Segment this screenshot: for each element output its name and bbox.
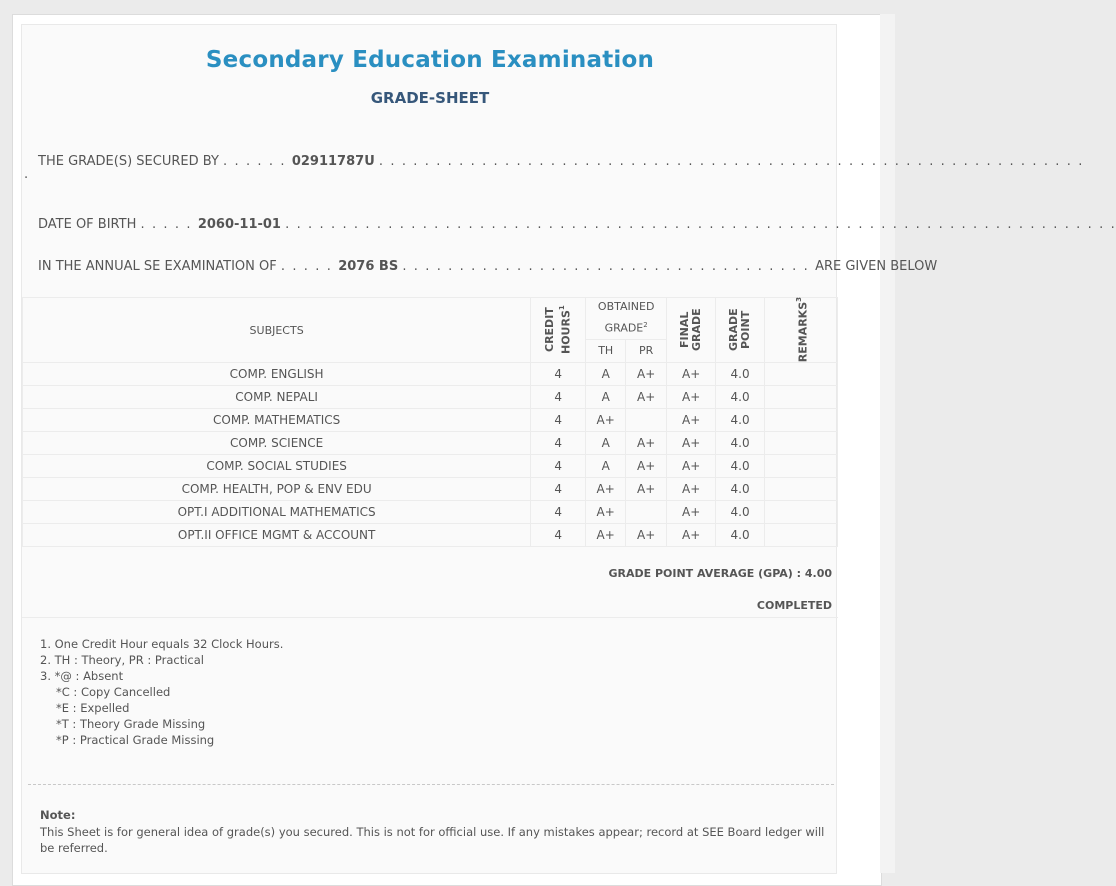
th-cell: A xyxy=(586,455,626,478)
final-grade-cell: A+ xyxy=(667,478,716,501)
th-cell: A xyxy=(586,386,626,409)
scrollbar-track[interactable] xyxy=(880,14,895,873)
th-cell: A+ xyxy=(586,501,626,524)
pr-cell: A+ xyxy=(626,455,667,478)
secured-by-line xyxy=(38,154,1084,169)
remarks-cell xyxy=(765,386,838,409)
grade-point-cell: 4.0 xyxy=(716,363,765,386)
leader-dots: . . . . . xyxy=(140,217,198,232)
section-divider xyxy=(22,617,838,618)
sheet-subtitle: GRADE-SHEET xyxy=(370,89,490,107)
footnote-item: *P : Practical Grade Missing xyxy=(56,733,215,747)
grade-point-header: GRADE POINT xyxy=(716,298,765,363)
footnote-item: *E : Expelled xyxy=(56,701,130,715)
subject-cell: COMP. NEPALI xyxy=(23,386,531,409)
table-row xyxy=(23,386,838,409)
credit-hours-header: CREDIT HOURS$^1$ xyxy=(531,298,586,363)
obtained-grade-header: OBTAINED GRADE$^2$ xyxy=(586,298,667,340)
remarks-cell xyxy=(765,501,838,524)
grade-point-cell: 4.0 xyxy=(716,478,765,501)
footnote-item: 1. One Credit Hour equals 32 Clock Hours. xyxy=(40,637,284,651)
table-row xyxy=(23,409,838,432)
credit-cell: 4 xyxy=(531,409,586,432)
subject-cell: COMP. MATHEMATICS xyxy=(23,409,531,432)
leader-dots: . . . . . . xyxy=(223,154,292,169)
th-cell: A+ xyxy=(586,409,626,432)
grade-sheet xyxy=(21,24,1116,874)
credit-cell: 4 xyxy=(531,501,586,524)
pr-header: PR xyxy=(626,339,667,362)
result-status: COMPLETED xyxy=(756,599,832,612)
final-grade-cell: A+ xyxy=(667,409,716,432)
th-cell: A+ xyxy=(586,524,626,547)
grade-point-cell: 4.0 xyxy=(716,409,765,432)
grade-point-cell: 4.0 xyxy=(716,524,765,547)
pr-cell: A+ xyxy=(626,432,667,455)
pr-cell: A+ xyxy=(626,478,667,501)
footnote-item: *T : Theory Grade Missing xyxy=(56,717,206,731)
final-grade-cell: A+ xyxy=(667,432,716,455)
table-row xyxy=(23,455,838,478)
subjects-header: SUBJECTS xyxy=(23,298,531,363)
pr-cell: A+ xyxy=(626,363,667,386)
dashed-divider xyxy=(28,784,834,785)
table-row xyxy=(23,432,838,455)
final-grade-cell: A+ xyxy=(667,363,716,386)
note-text: This Sheet is for general idea of grade(s) you secured. This is not for official use. If any mistakes appear; record at SEE Board ledger will be referred. xyxy=(40,825,825,855)
grade-point-cell: 4.0 xyxy=(716,386,765,409)
remarks-cell xyxy=(765,409,838,432)
exam-label: IN THE ANNUAL SE EXAMINATION OF xyxy=(38,259,277,274)
subject-cell: COMP. SOCIAL STUDIES xyxy=(23,455,531,478)
final-grade-header: FINAL GRADE xyxy=(667,298,716,363)
footnote-item: *C : Copy Cancelled xyxy=(56,685,171,699)
dob-label: DATE OF BIRTH xyxy=(38,217,137,232)
dob-value: 2060-11-01 xyxy=(197,217,281,232)
leader-dots: . . . . . . . . . . . . . . . . . . . . . . . . . . . . . . . . . . . . . . . . . . . . . . . . . . . . . . . . . . . . . . . . . . . . . . . . . xyxy=(285,217,1116,232)
th-cell: A xyxy=(586,432,626,455)
subject-cell: OPT.I ADDITIONAL MATHEMATICS xyxy=(23,501,531,524)
final-grade-cell: A+ xyxy=(667,501,716,524)
pr-cell xyxy=(626,409,667,432)
final-grade-cell: A+ xyxy=(667,524,716,547)
leader-dot: . xyxy=(24,167,29,182)
secured-by-label: THE GRADE(S) SECURED BY xyxy=(38,154,219,169)
leader-dots: . . . . . . . . . . . . . . . . . . . . . . . . . . . . . . . . . . . . xyxy=(402,259,816,274)
credit-cell: 4 xyxy=(531,524,586,547)
dob-line xyxy=(38,217,1116,232)
pr-cell xyxy=(626,501,667,524)
footnotes xyxy=(40,636,283,748)
pr-cell: A+ xyxy=(626,524,667,547)
remarks-cell xyxy=(765,363,838,386)
symbol-number: 02911787U xyxy=(291,154,375,169)
remarks-cell xyxy=(765,455,838,478)
grade-point-cell: 4.0 xyxy=(716,501,765,524)
grade-point-cell: 4.0 xyxy=(716,455,765,478)
leader-dots: . . . . . . . . . . . . . . . . . . . . . . . . . . . . . . . . . . . . . . . . . . . . . . . . . . . . . . . . . . . . . . xyxy=(378,154,1084,169)
table-row xyxy=(23,524,838,547)
credit-cell: 4 xyxy=(531,455,586,478)
final-grade-cell: A+ xyxy=(667,455,716,478)
credit-cell: 4 xyxy=(531,478,586,501)
pr-cell: A+ xyxy=(626,386,667,409)
footnote-item: 3. *@ : Absent xyxy=(40,669,124,683)
exam-line xyxy=(38,259,938,274)
leader-dots: . . . . . xyxy=(280,259,339,274)
th-cell: A+ xyxy=(586,478,626,501)
th-cell: A xyxy=(586,363,626,386)
table-row xyxy=(23,478,838,501)
remarks-header: REMARKS$^3$ xyxy=(765,298,838,363)
table-row xyxy=(23,363,838,386)
note-heading: Note: xyxy=(40,808,76,822)
subject-cell: COMP. SCIENCE xyxy=(23,432,531,455)
gpa-summary: GRADE POINT AVERAGE (GPA) : 4.00 xyxy=(608,567,832,580)
grade-point-cell: 4.0 xyxy=(716,432,765,455)
th-header: TH xyxy=(586,339,626,362)
subject-cell: COMP. HEALTH, POP & ENV EDU xyxy=(23,478,531,501)
credit-cell: 4 xyxy=(531,363,586,386)
exam-year: 2076 BS xyxy=(338,259,399,274)
exam-suffix: ARE GIVEN BELOW xyxy=(815,259,938,274)
grades-table xyxy=(22,297,838,547)
exam-title: Secondary Education Examination xyxy=(205,47,655,73)
remarks-cell xyxy=(765,478,838,501)
remarks-cell xyxy=(765,432,838,455)
credit-cell: 4 xyxy=(531,386,586,409)
subject-cell: COMP. ENGLISH xyxy=(23,363,531,386)
subject-cell: OPT.II OFFICE MGMT & ACCOUNT xyxy=(23,524,531,547)
final-grade-cell: A+ xyxy=(667,386,716,409)
credit-cell: 4 xyxy=(531,432,586,455)
table-row xyxy=(23,501,838,524)
remarks-cell xyxy=(765,524,838,547)
footnote-item: 2. TH : Theory, PR : Practical xyxy=(40,653,204,667)
